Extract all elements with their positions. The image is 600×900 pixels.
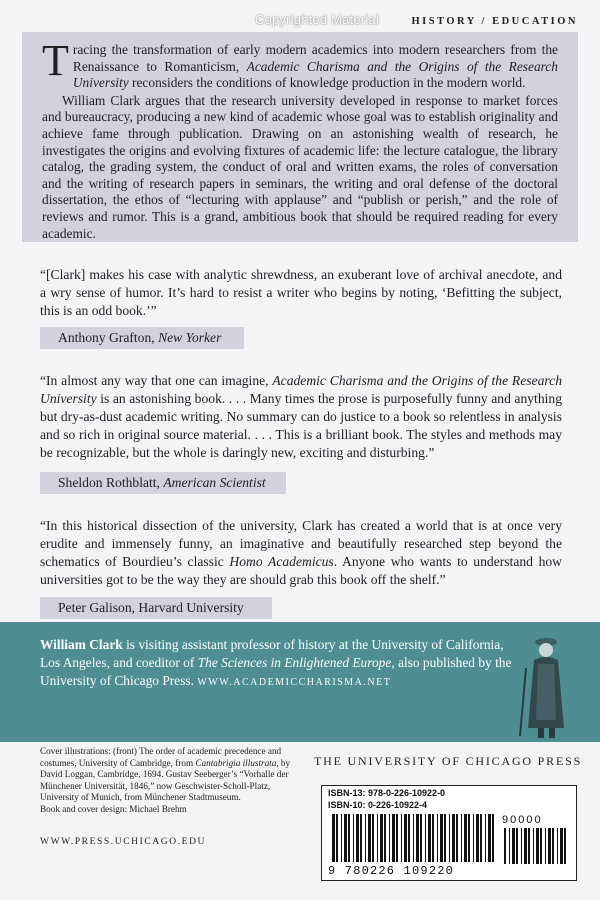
review-quote-3: “In this historical dissection of the university, Clark has created a world that is at once very erudite and immensely funny, an imaginative and beautifully researched step beyond the schematics of Bourdieu’s classic Homo Academicus. Anyone who wants to understand how universities got to be the way they are should grab this book off the shelf.”: [40, 518, 562, 587]
price-code: 90000: [502, 814, 543, 826]
author-bio-band: [0, 622, 600, 742]
press-website: WWW.PRESS.UCHICAGO.EDU: [40, 837, 207, 847]
barcode-main-icon: [330, 814, 496, 868]
cover-credits: Cover illustrations: (front) The order of academic precedence and costumes, University of Cambridge, from Cantabrigia illustrata, by David Loggan, Cambridge, 1694. Gustav Seeberger’s “Vorhalle der Münchener Universität, 1846,” now Geschwister-Scholl-Platz, University of Munich, from Münchener Stadtmuseum. Book and cover design: Michael Brehm: [40, 746, 291, 814]
description-paragraph-2: William Clark argues that the research university developed in response to market forces and bureaucracy, producing a new kind of academic whose goal was to establish originality and achieve fame through publication. Drawing on an astonishing wealth of research, he investigates the origins and evolving fixtures of academic life: the lecture catalogue, the library catalog, the grading system, the conduct of oral and written exams, the roles of conversation and the writing of research papers in seminars, the writing and oral defense of the doctoral dissertation, the ethos of “lecturing with applause” and “publish or perish,” and the role of reviews and rumor. This is a grand, ambitious book that should be required reading for every academic.: [42, 92, 558, 241]
design-credit: Book and cover design: Michael Brehm: [40, 803, 187, 814]
review-quote-1: “[Clark] makes his case with analytic shrewdness, an exuberant love of archival anecdote, and a wry sense of humor. It’s hard to resist a writer who begins by noting, ‘Befitting the subject, this is an odd book.’”: [40, 267, 562, 318]
review-quote-2: “In almost any way that one can imagine, Academic Charisma and the Origins of the Research University is an astonishing book. . . . Many times the prose is purposefully funny and anything but dry-as-dust academic writing. No summary can do justice to a book so relentless in analysis and so rich in original source material. . . . This is a brilliant book. The styles and methods may be recognizable, but the whole is daringly new, exciting and disturbing.”: [40, 373, 563, 460]
review-attribution-1: Anthony Grafton, New Yorker: [40, 327, 244, 349]
description-paragraph-1: Tracing the transformation of early modern academics into modern researchers from the Renaissance to Romanticism, Academic Charisma and the Origins of the Research University reconsiders the conditions of knowledge production in the modern world.: [42, 36, 558, 91]
copyright-watermark: Copyrighted Material: [255, 12, 379, 27]
book-description: [22, 32, 578, 242]
publisher-name: THE UNIVERSITY OF CHICAGO PRESS: [314, 754, 583, 768]
review-attribution-3: Peter Galison, Harvard University: [40, 597, 272, 619]
category-label: HISTORY / EDUCATION: [411, 16, 578, 27]
review-attribution-2: Sheldon Rothblatt, American Scientist: [40, 472, 286, 494]
author-name: William Clark: [40, 637, 123, 652]
isbn-barcode: [321, 785, 577, 881]
isbn-10: ISBN-10: 0-226-10922-4: [328, 800, 428, 810]
isbn-13: ISBN-13: 978-0-226-10922-0: [328, 788, 446, 798]
barcode-addon-icon: [502, 828, 568, 874]
author-bio: William Clark is visiting assistant professor of history at the University of California, Los Angeles, and coeditor of The Sciences in Enlightened Europe, also published by the University of Chicago Press. WWW.ACADEMICCHARISMA.NET: [40, 637, 512, 688]
book-title: Academic Charisma and the Origins of the Research University: [72, 58, 558, 91]
author-website: WWW.ACADEMICCHARISMA.NET: [197, 677, 392, 688]
barcode-number: 9 780226 109220: [328, 864, 455, 878]
scholar-illustration-icon: [516, 628, 576, 740]
drop-cap: T: [42, 36, 69, 85]
